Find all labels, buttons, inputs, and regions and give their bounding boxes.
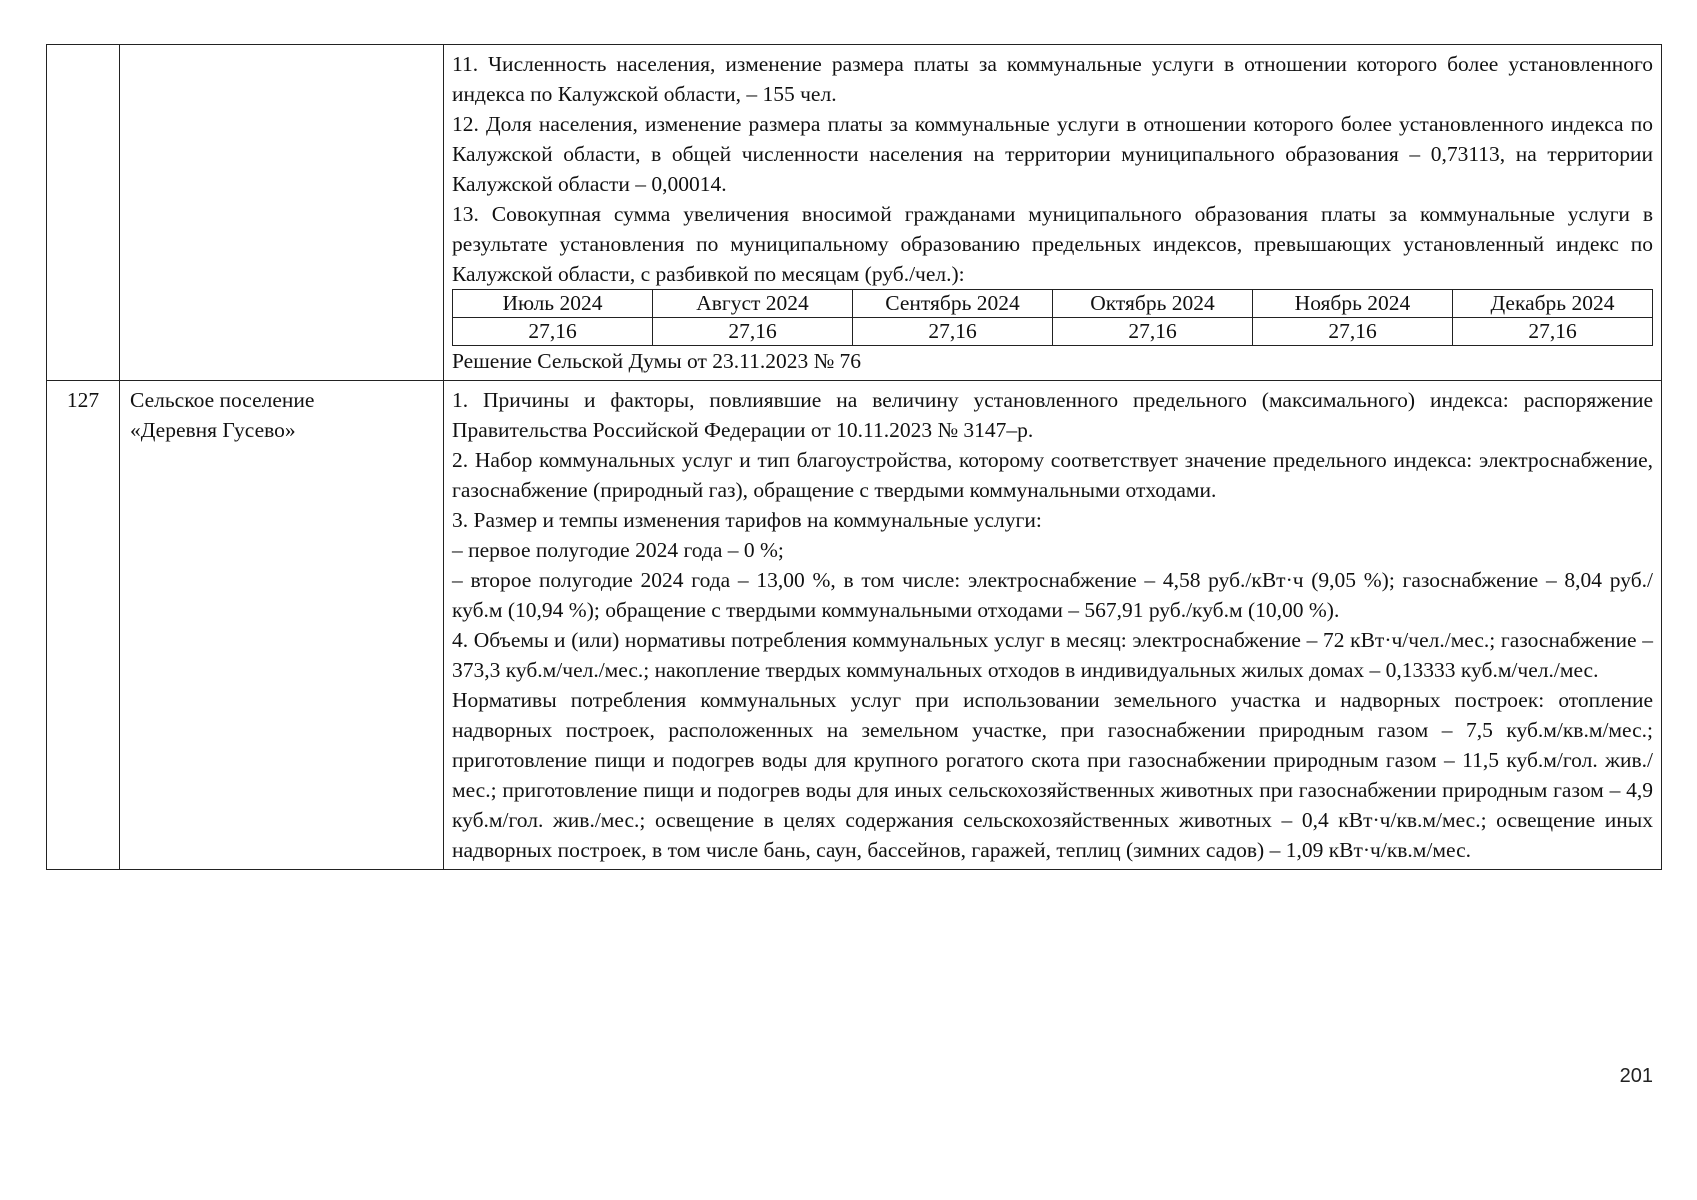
months-header-row	[453, 290, 1653, 318]
item-3-second-half: – второе полугодие 2024 года – 13,00 %, в том числе: электроснабжение – 4,58 руб./кВт·ч (9,05 %); газоснабжение – 8,04 руб./куб.м (10,94 %); обращение с твердыми коммунальными отходами – 567,91 руб./куб.м (10,00 %).	[452, 568, 1653, 622]
row-number-cell	[47, 45, 120, 381]
item-13: 13. Совокупная сумма увеличения вносимой гражданами муниципального образования платы за коммунальные услуги в результате установления по муниципальному образованию предельных индексов, превышающих установленный индекс по Калужской области, с разбивкой по месяцам (руб./чел.):	[452, 202, 1653, 286]
municipality-name	[120, 381, 443, 445]
month-value: 27,16	[853, 318, 1053, 346]
month-header: Ноябрь 2024	[1253, 290, 1453, 318]
row-number-cell	[47, 381, 120, 870]
item-3-first-half: – первое полугодие 2024 года – 0 %;	[452, 538, 784, 562]
municipality-name-line: «Деревня Гусево»	[130, 418, 296, 442]
item-2: 2. Набор коммунальных услуг и тип благоустройства, которому соответствует значение предельного индекса: электроснабжение, газоснабжение (природный газ), обращение с твердыми коммунальными отходами.	[452, 448, 1653, 502]
month-value: 27,16	[1453, 318, 1653, 346]
row-number	[47, 45, 119, 49]
month-header: Октябрь 2024	[1053, 290, 1253, 318]
month-value: 27,16	[1253, 318, 1453, 346]
month-header: Июль 2024	[453, 290, 653, 318]
page-number: 201	[1619, 1065, 1653, 1087]
content-cell	[444, 381, 1662, 870]
month-value: 27,16	[653, 318, 853, 346]
item-12: 12. Доля населения, изменение размера платы за коммунальные услуги в отношении которого более установленного индекса по Калужской области, в общей численности населения на территории муниципального образования – 0,73113, на территории Калужской области – 0,00014.	[452, 112, 1653, 196]
item-3: 3. Размер и темпы изменения тарифов на коммунальные услуги:	[452, 508, 1042, 532]
item-11: 11. Численность населения, изменение размера платы за коммунальные услуги в отношении которого более установленного индекса по Калужской области, – 155 чел.	[452, 52, 1653, 106]
month-header: Август 2024	[653, 290, 853, 318]
monthly-increase-table	[452, 289, 1653, 346]
item-4: 4. Объемы и (или) нормативы потребления коммунальных услуг в месяц: электроснабжение – 72 кВт·ч/чел./мес.; газоснабжение – 373,3 куб.м/чел./мес.; накопление твердых коммунальных отходов в индивидуальных жилых домах – 0,13333 куб.м/чел./мес.	[452, 628, 1653, 682]
month-value: 27,16	[453, 318, 653, 346]
municipality-cell	[120, 45, 444, 381]
months-value-row	[453, 318, 1653, 346]
document-table	[46, 44, 1662, 870]
month-header: Декабрь 2024	[1453, 290, 1653, 318]
item-4-norms: Нормативы потребления коммунальных услуг при использовании земельного участка и надворных построек: отопление надворных построек, расположенных на земельном участке, при газоснабжении природным газом – 7,5 куб.м/кв.м/мес.; приготовление пищи и подогрев воды для крупного рогатого скота при газоснабжении природным газом – 11,5 куб.м/гол. жив./мес.; приготовление пищи и подогрев воды для иных сельскохозяйственных животных при газоснабжении природным газом – 4,9 куб.м/гол. жив./мес.; освещение в целях содержания сельскохозяйственных животных – 0,4 кВт·ч/кв.м/мес.; освещение иных надворных построек, в том числе бань, саун, бассейнов, гаражей, теплиц (зимних садов) – 1,09 кВт·ч/кв.м/мес.	[452, 688, 1653, 862]
content-cell	[444, 45, 1662, 381]
table-row	[47, 45, 1662, 381]
month-value: 27,16	[1053, 318, 1253, 346]
row-number: 127	[66, 388, 100, 412]
month-header: Сентябрь 2024	[853, 290, 1053, 318]
table-row	[47, 381, 1662, 870]
decision-reference: Решение Сельской Думы от 23.11.2023 № 76	[452, 349, 861, 373]
municipality-cell	[120, 381, 444, 870]
municipality-name-line: Сельское поселение	[130, 388, 315, 412]
item-1: 1. Причины и факторы, повлиявшие на величину установленного предельного (максимального) индекса: распоряжение Правительства Российской Федерации от 10.11.2023 № 3147–р.	[452, 388, 1653, 442]
municipality-name	[120, 45, 443, 49]
